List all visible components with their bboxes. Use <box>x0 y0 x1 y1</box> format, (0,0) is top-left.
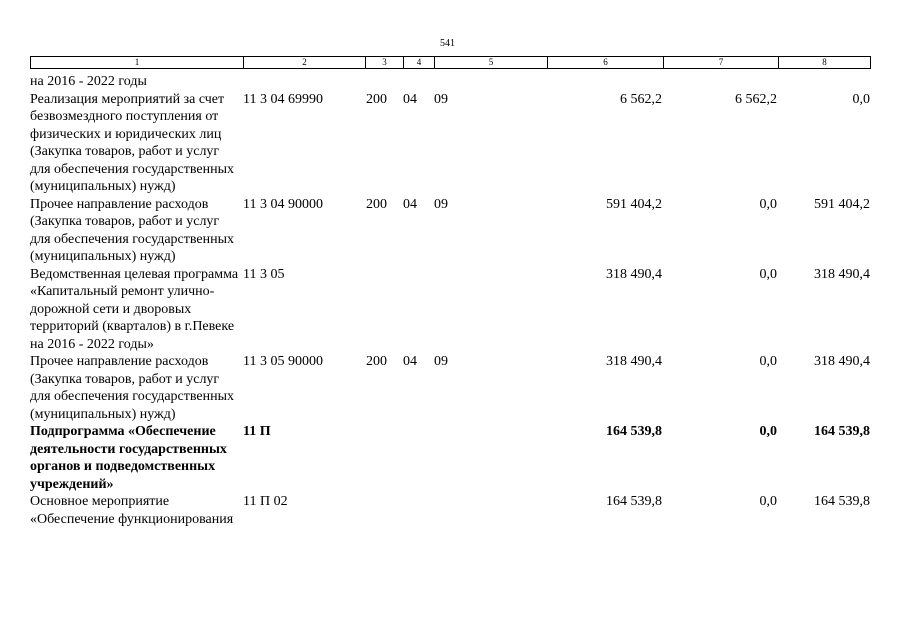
row-name: на 2016 - 2022 годы <box>30 74 147 89</box>
column-number-header <box>30 56 871 69</box>
row-value-6: 318 490,4 <box>606 266 662 282</box>
table-row <box>30 91 870 196</box>
row-code: 11 3 04 90000 <box>243 196 323 212</box>
row-name: Прочее направление расходов (Закупка товаров, работ и услуг для обеспечения государственных (муниципальных) нужд) <box>30 354 234 422</box>
header-cell-7: 7 <box>664 57 779 69</box>
row-col5: 09 <box>434 91 448 107</box>
row-code: 11 П 02 <box>243 494 288 509</box>
header-cell-2: 2 <box>244 57 366 69</box>
table-row <box>30 73 870 91</box>
header-cell-4: 4 <box>404 57 435 69</box>
row-col3: 200 <box>366 354 387 369</box>
row-value-8: 164 539,8 <box>814 494 870 509</box>
row-code: 11 3 05 <box>243 266 285 282</box>
row-name: Основное мероприятие «Обеспечение функционирования <box>30 494 234 527</box>
row-name: Реализация мероприятий за счет безвозмездного поступления от физических и юридических лиц (Закупка товаров, работ и услуг для обеспечения государственных (муниципальных) нужд) <box>30 91 234 194</box>
row-value-7: 0,0 <box>759 266 777 282</box>
page-number: 541 <box>440 38 455 49</box>
row-value-8: 164 539,8 <box>814 424 870 439</box>
row-col3: 200 <box>366 91 387 107</box>
table-row <box>30 493 870 528</box>
row-value-8: 591 404,2 <box>814 196 870 212</box>
table-row <box>30 266 870 354</box>
row-col3: 200 <box>366 196 387 212</box>
row-value-7: 0,0 <box>759 196 777 212</box>
header-cell-5: 5 <box>435 57 548 69</box>
row-value-7: 0,0 <box>759 354 777 369</box>
table-row <box>30 196 870 266</box>
row-name: Ведомственная целевая программа «Капитальный ремонт улично-дорожной сети и дворовых территорий (кварталов) в г.Певеке на 2016 - 2022 годы» <box>30 266 239 352</box>
row-value-6: 591 404,2 <box>606 196 662 212</box>
table-row <box>30 423 870 493</box>
row-value-7: 0,0 <box>759 494 777 509</box>
row-value-6: 164 539,8 <box>606 424 662 439</box>
row-col4: 04 <box>403 91 417 107</box>
row-code: 11 3 04 69990 <box>243 91 323 107</box>
header-cell-8: 8 <box>779 57 871 69</box>
row-value-6: 164 539,8 <box>606 494 662 509</box>
row-name: Прочее направление расходов (Закупка товаров, работ и услуг для обеспечения государственных (муниципальных) нужд) <box>30 196 234 264</box>
row-col4: 04 <box>403 196 417 212</box>
row-value-6: 318 490,4 <box>606 354 662 369</box>
header-cell-3: 3 <box>366 57 404 69</box>
row-name: Подпрограмма «Обеспечение деятельности государственных органов и подведомственных учреждений» <box>30 424 227 492</box>
row-value-7: 6 562,2 <box>735 91 777 107</box>
row-col5: 09 <box>434 354 448 369</box>
row-value-6: 6 562,2 <box>620 91 662 107</box>
row-value-8: 318 490,4 <box>814 266 870 282</box>
row-col5: 09 <box>434 196 448 212</box>
row-code: 11 3 05 90000 <box>243 354 323 369</box>
table-row <box>30 353 870 423</box>
row-code: 11 П <box>243 424 271 439</box>
header-cell-1: 1 <box>31 57 244 69</box>
row-value-8: 0,0 <box>852 91 870 107</box>
header-cell-6: 6 <box>548 57 664 69</box>
row-value-7: 0,0 <box>759 424 777 439</box>
row-col4: 04 <box>403 354 417 369</box>
row-value-8: 318 490,4 <box>814 354 870 369</box>
budget-table-body <box>30 73 870 528</box>
